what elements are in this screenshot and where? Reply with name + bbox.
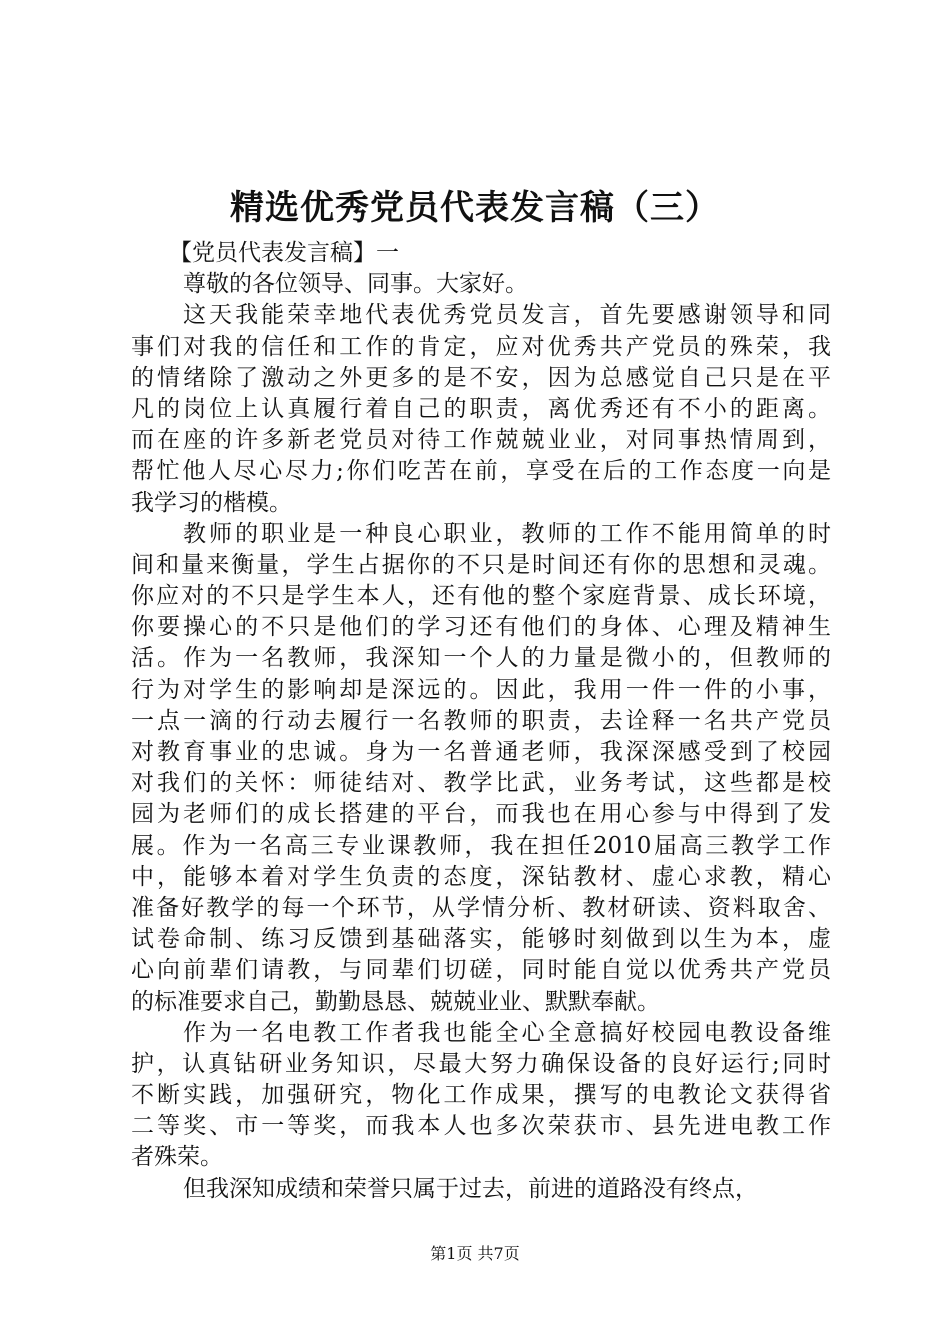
- body-line: 教师的职业是一种良心职业，教师的工作不能用简单的时: [183, 520, 831, 547]
- body-line: 而在座的许多新老党员对待工作兢兢业业，对同事热情周到，: [131, 427, 831, 454]
- body-line: 中，能够本着对学生负责的态度，深钻教材、虚心求教，精心: [131, 863, 831, 890]
- body-line: 行为对学生的影响却是深远的。因此，我用一件一件的小事，: [131, 676, 831, 703]
- body-line: 试卷命制、练习反馈到基础落实，能够时刻做到以生为本，虚: [131, 926, 831, 953]
- body-line: 不断实践，加强研究，物化工作成果，撰写的电教论文获得省: [131, 1082, 831, 1109]
- page-number-footer: 第1页 共7页: [430, 1244, 520, 1263]
- body-line: 一点一滴的行动去履行一名教师的职责，去诠释一名共产党员: [131, 707, 831, 734]
- body-line: 园为老师们的成长搭建的平台，而我也在用心参与中得到了发: [131, 801, 831, 828]
- body-line: 我学习的楷模。: [131, 489, 292, 516]
- body-line: 作为一名电教工作者我也能全心全意搞好校园电教设备维: [183, 1019, 831, 1046]
- body-line: 对我们的关怀：师徒结对、教学比武，业务考试，这些都是校: [131, 770, 831, 797]
- body-line: 对教育事业的忠诚。身为一名普通老师，我深深感受到了校园: [131, 739, 831, 765]
- body-line: 间和量来衡量，学生占据你的不只是时间还有你的思想和灵魂。: [131, 551, 831, 578]
- body-line: 的标准要求自己，勤勤恳恳、兢兢业业、默默奉献。: [131, 988, 660, 1015]
- body-line: 活。作为一名教师，我深知一个人的力量是微小的，但教师的: [131, 645, 831, 672]
- body-line: 你要操心的不只是他们的学习还有他们的身体、心理及精神生: [131, 614, 831, 641]
- body-line: 你应对的不只是学生本人，还有他的整个家庭背景、成长环境，: [131, 583, 831, 610]
- body-line: 但我深知成绩和荣誉只属于过去，前进的道路没有终点，: [183, 1175, 758, 1202]
- document-title: 精选优秀党员代表发言稿（三）: [230, 188, 720, 228]
- body-line: 帮忙他人尽心尽力;你们吃苦在前，享受在后的工作态度一向是: [131, 458, 831, 485]
- body-line: 心向前辈们请教，与同辈们切磋，同时能自觉以优秀共产党员: [131, 957, 831, 984]
- body-line: 的情绪除了激动之外更多的是不安，因为总感觉自己只是在平: [131, 364, 831, 391]
- body-line: 护，认真钻研业务知识，尽最大努力确保设备的良好运行;同时: [131, 1050, 831, 1077]
- body-line: 展。作为一名高三专业课教师，我在担任2010届高三教学工作: [131, 832, 831, 859]
- body-line: 尊敬的各位领导、同事。大家好。: [183, 271, 528, 298]
- body-line: 凡的岗位上认真履行着自己的职责，离优秀还有不小的距离。: [131, 395, 831, 422]
- body-line: 准备好教学的每一个环节，从学情分析、教材研读、资料取舍、: [131, 894, 831, 921]
- document-body: [131, 238, 831, 1205]
- body-line: 二等奖、市一等奖，而我本人也多次荣获市、县先进电教工作: [131, 1113, 831, 1140]
- body-line: 【党员代表发言稿】一: [169, 240, 399, 266]
- body-line: 事们对我的信任和工作的肯定，应对优秀共产党员的殊荣，我: [131, 333, 831, 360]
- body-line: 这天我能荣幸地代表优秀党员发言，首先要感谢领导和同: [183, 302, 831, 329]
- body-line: 者殊荣。: [131, 1144, 223, 1171]
